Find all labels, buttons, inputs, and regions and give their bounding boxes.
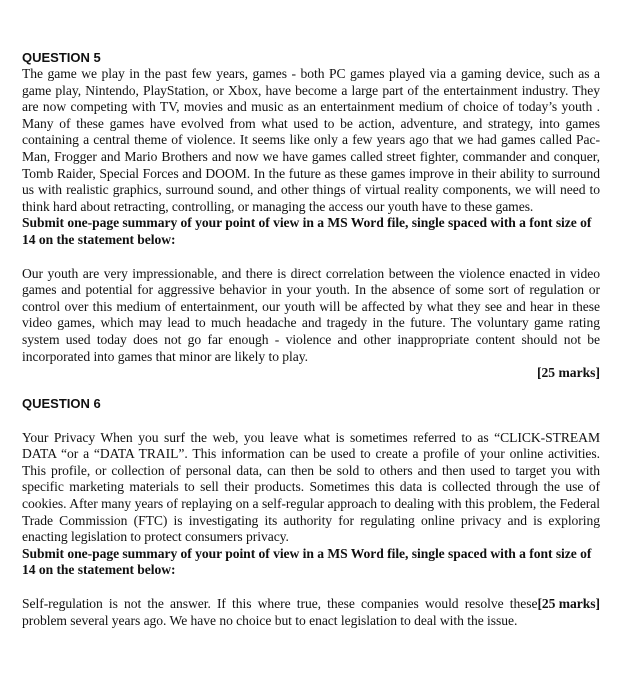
question-6-body: Your Privacy When you surf the web, you leave what is sometimes referred to as “CLICK-STREAM DATA “or a “DATA TRAIL”. This information can be used to create a profile of your online activities. This profile, or collection of personal data, can then be sold to others and then used to target you with specific marketing materials to sell their products. Sometimes this data is collected through the use of cookies. After many years of replaying on a self-regular approach to dealing with this problem, the Federal Trade Commission (FTC) is investigating its authority for regulating online privacy and is exploring enacting legislation to protect consumers privacy. [22, 429, 600, 545]
spacer [22, 382, 600, 396]
question-6-statement-block [22, 596, 600, 629]
question-5-heading: QUESTION 5 [22, 50, 101, 65]
spacer [22, 249, 600, 266]
document-page [22, 50, 600, 629]
question-5-instruction: Submit one-page summary of your point of view in a MS Word file, single spaced with a font size of 14 on the statement below: [22, 215, 592, 247]
spacer [22, 412, 600, 430]
spacer [22, 579, 600, 596]
question-6-marks: [25 marks] [537, 596, 600, 612]
question-5-body: The game we play in the past few years, games - both PC games played via a gaming device, such as a game play, Nintendo, PlayStation, or Xbox, have become a large part of the entertainment industry. They are now competing with TV, movies and music as an entertainment medium of choice of today’s youth . Many of these games have evolved from what used to be action, adventure, and strategy, into games containing a central theme of violence. It seems like only a few years ago that we had games called Pac-Man, Frogger and Mario Brothers and now we have games called street fighter, commander and conquer, Tomb Raider, Special Forces and DOOM. In the future as these games improve in their ability to surround us with realistic graphics, surround sound, and other things of virtual reality components, we will need to think hard about retracting, controlling, or managing the access our youth have to these games. [22, 66, 600, 214]
question-6-instruction: Submit one-page summary of your point of view in a MS Word file, single spaced with a font size of 14 on the statement below: [22, 545, 592, 578]
question-6-heading: QUESTION 6 [22, 395, 101, 411]
question-5-statement: Our youth are very impressionable, and there is direct correlation between the violence enacted in video games and potential for aggressive behavior in your youth. In the absence of some sort of regulation or control over this medium of entertainment, our youth will be affected by what they see and hear in these video games, which may lead to much headache and tragedy in the future. The voluntary game rating system used today does not go far enough - violence and other inappropriate content should not be incorporated into games that minor are likely to play. [22, 265, 600, 364]
question-6-statement: Self-regulation is not the answer. If this where true, these companies would resolve these problem several years ago. We have no choice but to enact legislation to deal with the issue. [22, 596, 538, 628]
question-5-marks: [25 marks] [536, 365, 600, 381]
